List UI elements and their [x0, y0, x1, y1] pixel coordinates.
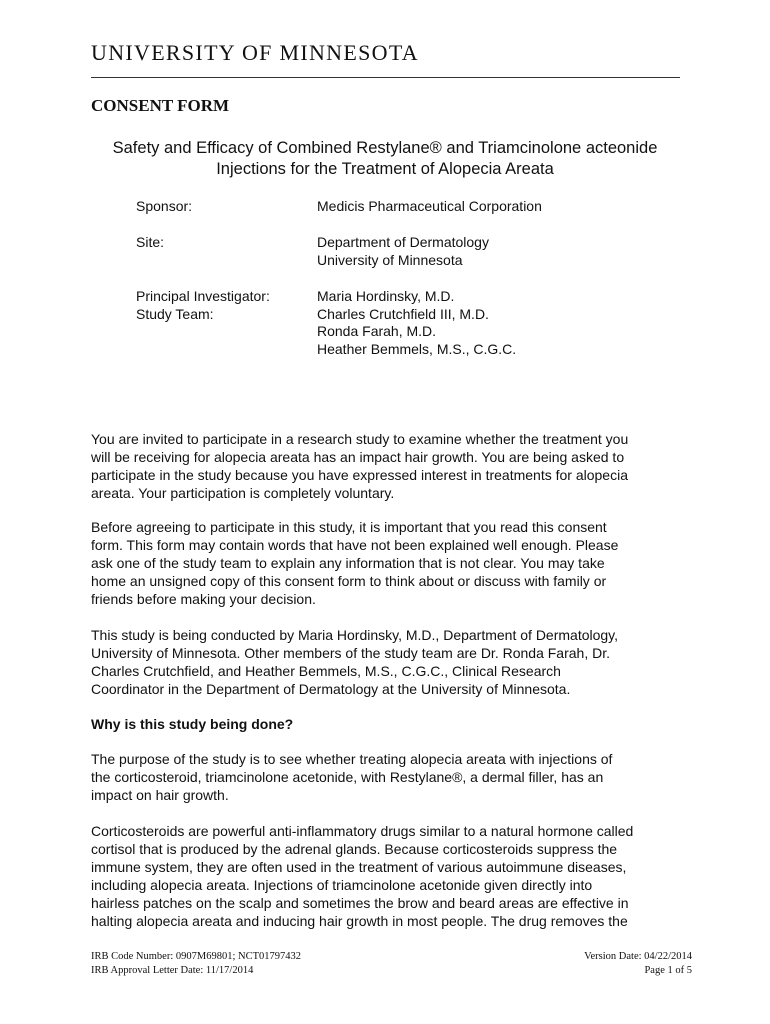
paragraph-line: immune system, they are often used in the treatment of various autoimmune diseases,	[91, 859, 627, 875]
paragraph-line: Corticosteroids are powerful anti-inflammatory drugs similar to a natural hormone called	[91, 823, 634, 839]
page-number: Page 1 of 5	[644, 965, 692, 976]
paragraph-line: Charles Crutchfield, and Heather Bemmels, M.S., C.G.C., Clinical Research	[91, 663, 561, 679]
study-title-line: Injections for the Treatment of Alopecia Areata	[216, 159, 554, 178]
site-values	[317, 234, 489, 269]
team-member: Heather Bemmels, M.S., C.G.C.	[317, 340, 517, 357]
paragraph-line: areata. Your participation is completely voluntary.	[91, 485, 395, 501]
pi-team-labels	[136, 288, 270, 323]
version-date: Version Date: 04/22/2014	[584, 951, 692, 962]
irb-code: IRB Code Number: 0907M69801; NCT01797432	[91, 951, 301, 962]
team-member: Charles Crutchfield III, M.D.	[317, 305, 489, 322]
footer-irb	[91, 950, 301, 978]
footer-version	[584, 950, 692, 978]
paragraph-line: the corticosteroid, triamcinolone acetonide, with Restylane®, a dermal filler, has an	[91, 769, 604, 785]
study-title	[80, 138, 690, 179]
header-divider	[91, 77, 680, 78]
paragraph-line: Coordinator in the Department of Dermatology at the University of Minnesota.	[91, 681, 571, 697]
sponsor-label: Sponsor:	[136, 198, 193, 214]
site-value-line: University of Minnesota	[317, 251, 463, 268]
paragraph-line: form. This form may contain words that have not been explained well enough. Please	[91, 537, 619, 553]
pi-label: Principal Investigator:	[136, 288, 270, 304]
site-value-line: Department of Dermatology	[317, 234, 489, 250]
paragraph-line: You are invited to participate in a research study to examine whether the treatment you	[91, 431, 629, 447]
paragraph-line: hairless patches on the scalp and sometimes the brow and beard areas are effective in	[91, 895, 629, 911]
study-title-line: Safety and Efficacy of Combined Restylane® and Triamcinolone acteonide	[112, 139, 658, 157]
team-member: Ronda Farah, M.D.	[317, 323, 437, 339]
paragraph-line: This study is being conducted by Maria Hordinsky, M.D., Department of Dermatology,	[91, 627, 619, 643]
paragraph-conducted-by	[91, 626, 691, 698]
paragraph-invitation	[91, 430, 691, 502]
paragraph-line: friends before making your decision.	[91, 591, 316, 607]
team-member: Maria Hordinsky, M.D.	[317, 288, 455, 304]
section-heading: Why is this study being done?	[91, 716, 294, 732]
team-values	[317, 288, 516, 358]
paragraph-line: cortisol that is produced by the adrenal glands. Because corticosteroids suppress the	[91, 841, 618, 857]
paragraph-line: The purpose of the study is to see whether treating alopecia areata with injections of	[91, 751, 613, 767]
university-name: UNIVERSITY OF MINNESOTA	[91, 40, 419, 65]
paragraph-line: University of Minnesota. Other members of the study team are Dr. Ronda Farah, Dr.	[91, 645, 610, 661]
site-label: Site:	[136, 234, 165, 250]
paragraph-line: Before agreeing to participate in this study, it is important that you read this consent	[91, 519, 607, 535]
paragraph-line: home an unsigned copy of this consent form to think about or discuss with family or	[91, 573, 607, 589]
sponsor-value: Medicis Pharmaceutical Corporation	[317, 198, 542, 214]
form-label: CONSENT FORM	[91, 96, 230, 115]
paragraph-line: halting alopecia areata and inducing hair growth in most people. The drug removes the	[91, 913, 628, 929]
paragraph-line: impact on hair growth.	[91, 787, 229, 803]
paragraph-line: participate in the study because you have expressed interest in treatments for alopecia	[91, 467, 628, 483]
irb-approval-date: IRB Approval Letter Date: 11/17/2014	[91, 965, 254, 976]
paragraph-line: ask one of the study team to explain any information that is not clear. You may take	[91, 555, 605, 571]
paragraph-purpose	[91, 750, 691, 804]
paragraph-before-agreeing	[91, 518, 691, 608]
paragraph-corticosteroids	[91, 822, 691, 930]
paragraph-line: including alopecia areata. Injections of triamcinolone acetonide given directly into	[91, 877, 593, 893]
paragraph-line: will be receiving for alopecia areata has an impact hair growth. You are being asked to	[91, 449, 625, 465]
team-label: Study Team:	[136, 305, 214, 322]
